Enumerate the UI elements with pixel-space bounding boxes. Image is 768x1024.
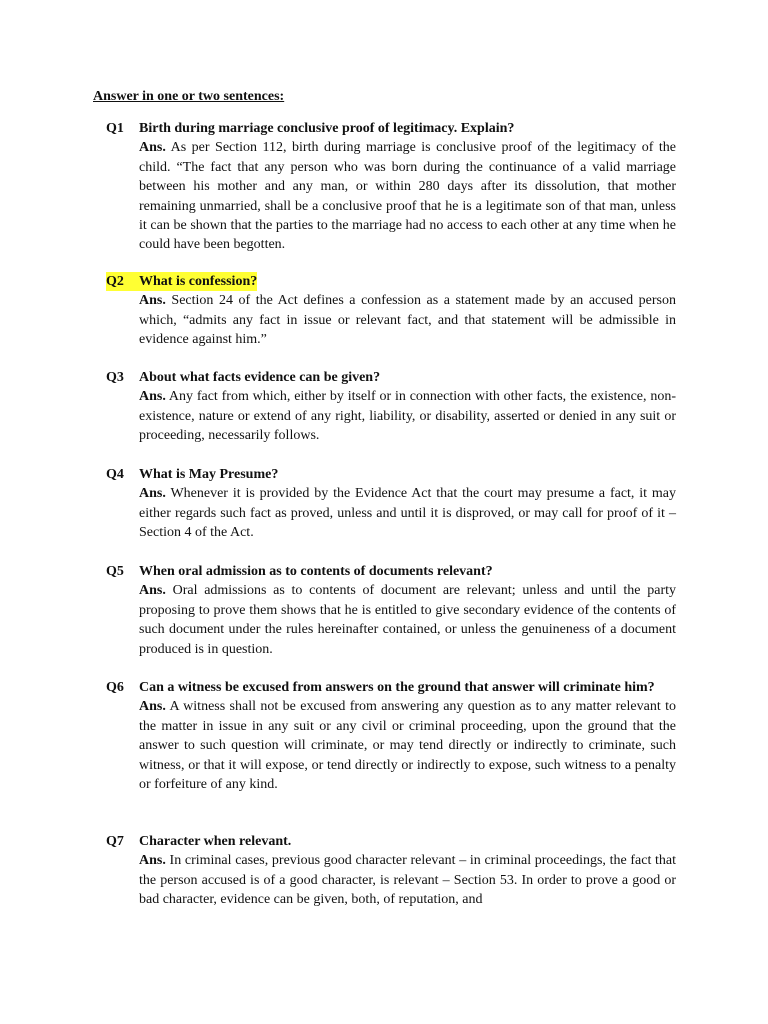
answer-label: Ans. <box>139 853 166 869</box>
question-row <box>106 119 676 138</box>
answer-text: As per Section 112, birth during marriage is conclusive proof of the legitimacy of the child. “The fact that any person who was born during the continuance of a valid marriage between his mother and any man, or within 280 days after its dissolution, that mother remaining unmarried, shall be a conclusive proof that he is a legitimate son of that man, unless it can be shown that the parties to the marriage had no access to each other at any time when he could have been begotten. <box>139 140 676 253</box>
question-block-q2 <box>106 272 676 350</box>
answer-paragraph <box>139 387 676 445</box>
answer-text: A witness shall not be excused from answering any question as to any matter relevant to the matter in issue in any suit or any civil or criminal proceeding, upon the ground that the answer to such question will criminate, or may tend directly or indirectly to criminate, such witness, or that it will expose, or tend directly or indirectly to expose, such witness to a penalty or forfeiture of any kind. <box>139 699 676 793</box>
question-number: Q7 <box>106 834 124 849</box>
question-row <box>106 562 676 581</box>
question-text: Character when relevant. <box>139 834 292 849</box>
question-block-q3 <box>106 368 676 446</box>
question-block-q7 <box>106 832 676 910</box>
question-block-q1 <box>106 119 676 255</box>
answer-label: Ans. <box>139 293 166 309</box>
question-block-q6 <box>106 678 676 794</box>
question-number: Q3 <box>106 370 124 385</box>
question-row <box>106 678 676 697</box>
answer-paragraph <box>139 851 676 909</box>
question-block-q4 <box>106 465 676 543</box>
answer-label: Ans. <box>139 699 166 715</box>
answer-paragraph <box>139 697 676 794</box>
answer-label: Ans. <box>139 583 166 599</box>
question-row <box>106 272 676 291</box>
question-text: What is confession? <box>139 272 257 291</box>
answer-text: Oral admissions as to contents of document are relevant; unless and until the party proposing to prove them shows that he is entitled to give secondary evidence of the contents of such document under the rules hereinafter contained, or unless the genuineness of a document produced is in question. <box>139 583 677 657</box>
question-text: Birth during marriage conclusive proof of legitimacy. Explain? <box>139 121 515 136</box>
answer-text: Any fact from which, either by itself or in connection with other facts, the existence, non-existence, nature or extend of any right, liability, or disability, asserted or denied in any suit or proceeding, necessarily follows. <box>139 389 676 444</box>
answer-paragraph <box>139 581 676 659</box>
answer-label: Ans. <box>139 389 166 405</box>
question-row <box>106 832 676 851</box>
question-text: What is May Presume? <box>139 467 279 482</box>
question-number: Q5 <box>106 564 124 579</box>
question-text: About what facts evidence can be given? <box>139 370 381 385</box>
answer-label: Ans. <box>139 486 166 502</box>
question-number: Q1 <box>106 121 124 136</box>
question-text: When oral admission as to contents of documents relevant? <box>139 564 493 579</box>
answer-text: Section 24 of the Act defines a confession as a statement made by an accused person which, “admits any fact in issue or relevant fact, and that statement will be admissible in evidence against him.” <box>139 293 676 348</box>
answer-text: Whenever it is provided by the Evidence Act that the court may presume a fact, it may either regards such fact as proved, unless and until it is disproved, or may call for proof of it – Section 4 of the Act. <box>139 486 676 541</box>
answer-paragraph <box>139 291 676 349</box>
question-row <box>106 368 676 387</box>
question-text: Can a witness be excused from answers on the ground that answer will criminate him? <box>139 680 655 695</box>
question-block-q5 <box>106 562 676 659</box>
section-heading: Answer in one or two sentences: <box>93 89 285 104</box>
question-row <box>106 465 676 484</box>
answer-text: In criminal cases, previous good character relevant – in criminal proceedings, the fact that the person accused is of a good character, is relevant – Section 53. In order to prove a good or bad character, evidence can be given, both, of reputation, and <box>139 853 677 908</box>
answer-label: Ans. <box>139 140 166 156</box>
question-number: Q2 <box>106 272 139 291</box>
answer-paragraph <box>139 484 676 542</box>
question-number: Q4 <box>106 467 124 482</box>
question-number: Q6 <box>106 680 124 695</box>
answer-paragraph <box>139 138 676 254</box>
